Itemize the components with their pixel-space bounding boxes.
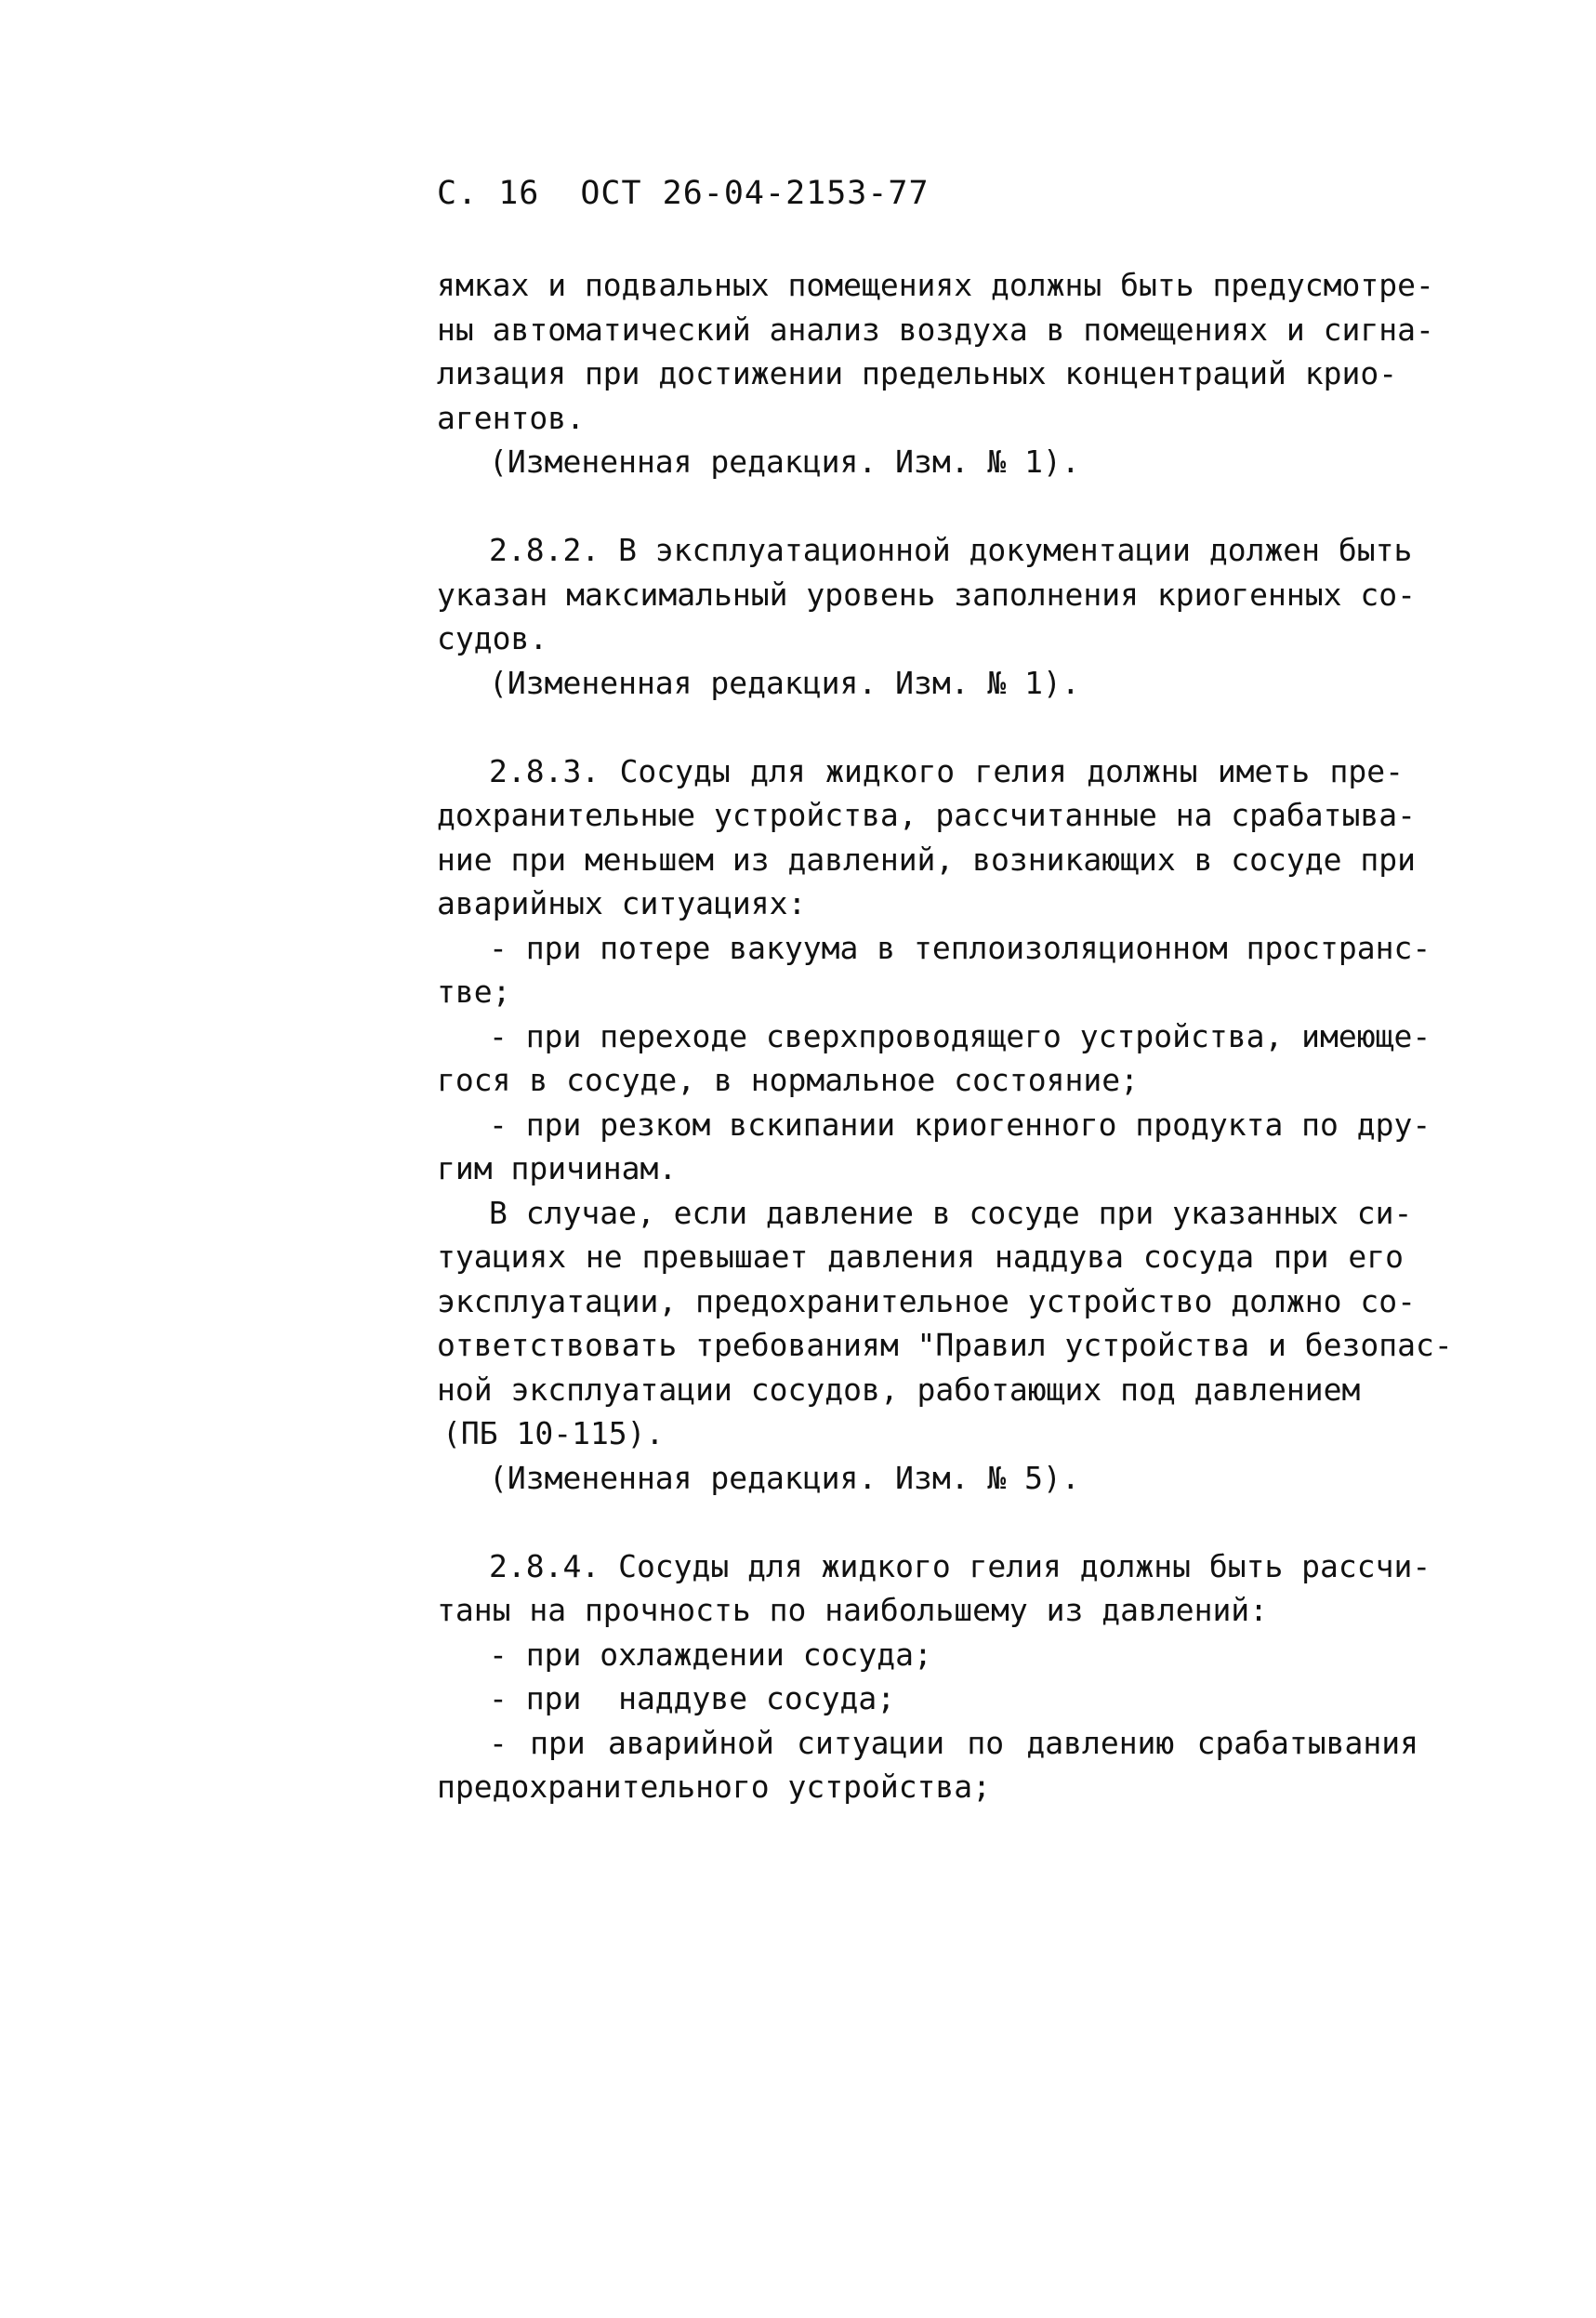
paragraph-gap xyxy=(437,484,1404,529)
text-line: туациях не превышает давления наддува сосуда при его xyxy=(437,1238,1404,1275)
text-line: судов. xyxy=(437,620,548,656)
list-item-line: предохранительного устройства; xyxy=(437,1768,992,1805)
amendment-note: (Измененная редакция. Изм. № 1). xyxy=(489,444,1080,480)
list-item-line: гося в сосуде, в нормальное состояние; xyxy=(437,1062,1139,1098)
list-item-line: - при охлаждении сосуда; xyxy=(489,1636,932,1673)
text-line: ответствовать требованиям "Правил устройства и безопас- xyxy=(437,1327,1453,1363)
text-line: агентов. xyxy=(437,399,585,436)
amendment-note: (Измененная редакция. Изм. № 5). xyxy=(489,1459,1080,1496)
text-line: (ПБ 10-115). xyxy=(442,1415,665,1451)
document-body xyxy=(437,263,1453,1809)
text-line: таны на прочность по наибольшему из давлений: xyxy=(437,1592,1269,1628)
list-item-line: тве; xyxy=(437,974,511,1010)
page-number: С. 16 xyxy=(437,175,540,212)
list-item-line: - при потере вакуума в теплоизоляционном пространс- xyxy=(489,929,1431,966)
clause-2-8-3-heading-line: 2.8.3. Сосуды для жидкого гелия должны иметь пре- xyxy=(489,752,1404,789)
clause-2-8-2-heading-line: 2.8.2. В эксплуатационной документации должен быть xyxy=(489,532,1413,568)
text-line: лизация при достижении предельных концентраций крио- xyxy=(437,355,1398,391)
text-line: ной эксплуатации сосудов, работающих под давлением xyxy=(437,1371,1361,1408)
text-line: ние при меньшем из давлений, возникающих в сосуде при xyxy=(437,841,1416,878)
list-item-line: - при аварийной ситуации по давлению срабатывания xyxy=(489,1724,1418,1761)
text-line: эксплуатации, предохранительное устройство должно со- xyxy=(437,1282,1416,1319)
text-line: В случае, если давление в сосуде при указанных си- xyxy=(489,1194,1413,1231)
text-line: дохранительные устройства, рассчитанные на срабатыва- xyxy=(437,797,1416,833)
list-item-line: - при переходе сверхпроводящего устройства, имеюще- xyxy=(489,1017,1431,1054)
list-item-line: - при резком вскипании криогенного продукта по дру- xyxy=(489,1106,1431,1143)
text-line: указан максимальный уровень заполнения криогенных со- xyxy=(437,576,1416,613)
amendment-note: (Измененная редакция. Изм. № 1). xyxy=(489,664,1080,701)
paragraph-gap xyxy=(437,1500,1404,1544)
text-line: ямках и подвальных помещениях должны быть предусмотре- xyxy=(437,267,1434,303)
text-line: аварийных ситуациях: xyxy=(437,885,807,921)
text-line: ны автоматический анализ воздуха в помещениях и сигна- xyxy=(437,311,1434,348)
page-header xyxy=(437,175,970,212)
list-item-line: - при наддуве сосуда; xyxy=(489,1680,896,1716)
clause-2-8-4-heading-line: 2.8.4. Сосуды для жидкого гелия должны быть рассчи- xyxy=(489,1547,1431,1584)
list-item-line: гим причинам. xyxy=(437,1150,678,1186)
standard-designation: ОСТ 26-04-2153-77 xyxy=(580,175,930,212)
paragraph-gap xyxy=(437,705,1404,749)
